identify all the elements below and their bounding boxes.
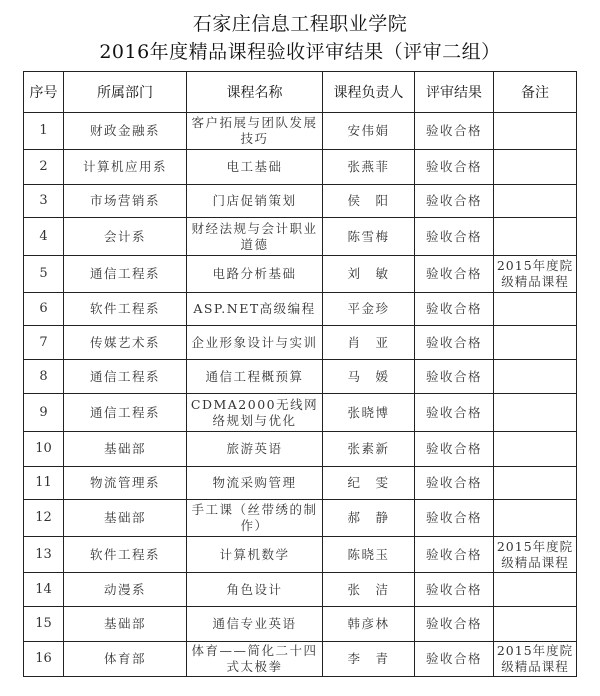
cell-course: 门店促销策划 — [187, 185, 323, 218]
cell-result: 验收合格 — [415, 642, 494, 677]
cell-dept: 软件工程系 — [64, 293, 187, 326]
cell-remark — [494, 467, 577, 500]
cell-seq: 3 — [24, 185, 64, 218]
cell-lead: 平金珍 — [323, 293, 415, 326]
column-header-result: 评审结果 — [415, 72, 494, 113]
cell-lead: 郝 静 — [323, 500, 415, 537]
cell-lead: 张 洁 — [323, 573, 415, 607]
cell-result: 验收合格 — [415, 218, 494, 256]
cell-lead: 侯 阳 — [323, 185, 415, 218]
cell-dept: 市场营销系 — [64, 185, 187, 218]
cell-dept: 物流管理系 — [64, 467, 187, 500]
column-header-dept: 所属部门 — [64, 72, 187, 113]
cell-result: 验收合格 — [415, 432, 494, 467]
table-row — [24, 150, 577, 185]
cell-course: 电工基础 — [187, 150, 323, 185]
cell-result: 验收合格 — [415, 573, 494, 607]
cell-remark — [494, 607, 577, 642]
document-title-institution: 石家庄信息工程职业学院 — [192, 13, 408, 35]
cell-result: 验收合格 — [415, 467, 494, 500]
cell-dept: 通信工程系 — [64, 256, 187, 293]
table-body — [24, 113, 577, 677]
cell-seq: 14 — [24, 573, 64, 607]
cell-remark — [494, 500, 577, 537]
cell-course: ASP.NET高级编程 — [187, 293, 323, 326]
cell-seq: 2 — [24, 150, 64, 185]
table-row — [24, 293, 577, 326]
column-header-seq: 序号 — [24, 72, 64, 113]
cell-course: 通信工程概预算 — [187, 360, 323, 394]
cell-seq: 4 — [24, 218, 64, 256]
cell-course: 手工课（丝带绣的制作） — [187, 500, 323, 537]
cell-remark: 2015年度院级精品课程 — [494, 642, 577, 677]
table-row — [24, 642, 577, 677]
column-header-course: 课程名称 — [187, 72, 323, 113]
cell-result: 验收合格 — [415, 537, 494, 573]
table-row — [24, 500, 577, 537]
table-row — [24, 467, 577, 500]
column-header-lead: 课程负责人 — [323, 72, 415, 113]
cell-seq: 5 — [24, 256, 64, 293]
table-row — [24, 360, 577, 394]
table-row — [24, 218, 577, 256]
cell-lead: 马 媛 — [323, 360, 415, 394]
cell-seq: 13 — [24, 537, 64, 573]
cell-dept: 基础部 — [64, 607, 187, 642]
cell-seq: 8 — [24, 360, 64, 394]
table-row — [24, 326, 577, 360]
cell-dept: 体育部 — [64, 642, 187, 677]
cell-course: 计算机数学 — [187, 537, 323, 573]
table-row — [24, 607, 577, 642]
table-row — [24, 432, 577, 467]
cell-dept: 通信工程系 — [64, 360, 187, 394]
cell-seq: 11 — [24, 467, 64, 500]
cell-course: 体育——简化二十四式太极拳 — [187, 642, 323, 677]
cell-course: 财经法规与会计职业道德 — [187, 218, 323, 256]
cell-lead: 陈雪梅 — [323, 218, 415, 256]
cell-remark: 2015年度院级精品课程 — [494, 256, 577, 293]
cell-remark — [494, 113, 577, 150]
table-row — [24, 256, 577, 293]
cell-dept: 财政金融系 — [64, 113, 187, 150]
cell-lead: 刘 敏 — [323, 256, 415, 293]
review-results-table — [23, 71, 577, 677]
cell-seq: 6 — [24, 293, 64, 326]
cell-remark — [494, 432, 577, 467]
cell-seq: 16 — [24, 642, 64, 677]
cell-remark — [494, 293, 577, 326]
cell-dept: 传媒艺术系 — [64, 326, 187, 360]
cell-course: 电路分析基础 — [187, 256, 323, 293]
cell-dept: 计算机应用系 — [64, 150, 187, 185]
cell-lead: 张晓博 — [323, 394, 415, 432]
cell-result: 验收合格 — [415, 326, 494, 360]
cell-lead: 陈晓玉 — [323, 537, 415, 573]
table-row — [24, 573, 577, 607]
cell-remark — [494, 360, 577, 394]
cell-course: 企业形象设计与实训 — [187, 326, 323, 360]
cell-dept: 通信工程系 — [64, 394, 187, 432]
cell-course: 通信专业英语 — [187, 607, 323, 642]
table-row — [24, 185, 577, 218]
cell-seq: 15 — [24, 607, 64, 642]
cell-remark — [494, 326, 577, 360]
table-row — [24, 394, 577, 432]
cell-lead: 韩彦林 — [323, 607, 415, 642]
table-header-row — [24, 72, 577, 113]
document-title-results: 2016年度精品课程验收评审结果（评审二组） — [99, 41, 501, 63]
cell-remark — [494, 218, 577, 256]
cell-result: 验收合格 — [415, 256, 494, 293]
cell-course: CDMA2000无线网络规划与优化 — [187, 394, 323, 432]
cell-seq: 9 — [24, 394, 64, 432]
cell-seq: 12 — [24, 500, 64, 537]
cell-dept: 动漫系 — [64, 573, 187, 607]
cell-result: 验收合格 — [415, 185, 494, 218]
cell-lead: 张素新 — [323, 432, 415, 467]
cell-remark: 2015年度院级精品课程 — [494, 537, 577, 573]
cell-lead: 张燕菲 — [323, 150, 415, 185]
cell-lead: 肖 亚 — [323, 326, 415, 360]
cell-result: 验收合格 — [415, 360, 494, 394]
cell-dept: 软件工程系 — [64, 537, 187, 573]
cell-seq: 7 — [24, 326, 64, 360]
table-row — [24, 113, 577, 150]
cell-course: 旅游英语 — [187, 432, 323, 467]
cell-lead: 李 青 — [323, 642, 415, 677]
cell-dept: 基础部 — [64, 432, 187, 467]
cell-result: 验收合格 — [415, 500, 494, 537]
cell-course: 物流采购管理 — [187, 467, 323, 500]
cell-remark — [494, 573, 577, 607]
cell-seq: 1 — [24, 113, 64, 150]
cell-result: 验收合格 — [415, 607, 494, 642]
cell-result: 验收合格 — [415, 394, 494, 432]
cell-lead: 纪 雯 — [323, 467, 415, 500]
cell-remark — [494, 150, 577, 185]
cell-result: 验收合格 — [415, 150, 494, 185]
cell-course: 客户拓展与团队发展技巧 — [187, 113, 323, 150]
cell-result: 验收合格 — [415, 293, 494, 326]
cell-course: 角色设计 — [187, 573, 323, 607]
cell-seq: 10 — [24, 432, 64, 467]
cell-dept: 会计系 — [64, 218, 187, 256]
cell-remark — [494, 394, 577, 432]
cell-result: 验收合格 — [415, 113, 494, 150]
cell-remark — [494, 185, 577, 218]
column-header-remark: 备注 — [494, 72, 577, 113]
cell-lead: 安伟娟 — [323, 113, 415, 150]
table-row — [24, 537, 577, 573]
cell-dept: 基础部 — [64, 500, 187, 537]
